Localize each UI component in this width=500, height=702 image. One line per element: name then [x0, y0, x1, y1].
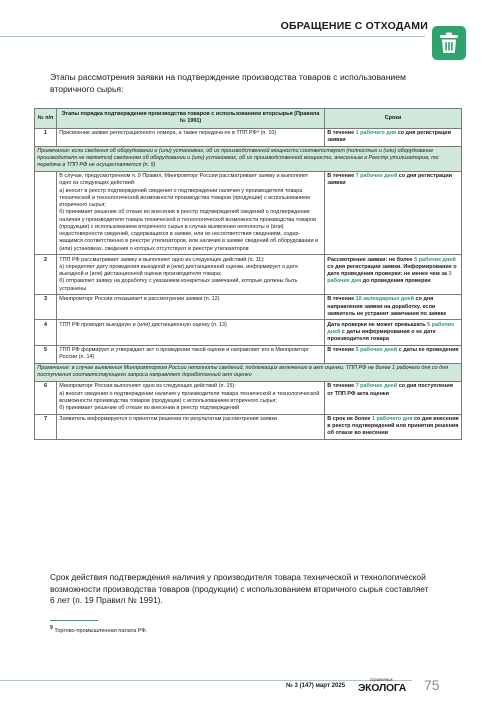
stage-line: Минпромторг России выполняет одно из следующих действий (п. 15):: [59, 383, 236, 390]
section-badge: [432, 26, 466, 60]
term-text: В течение: [327, 383, 356, 390]
logo-title: ЭКОЛОГА: [358, 681, 407, 694]
term-text: до проведения проверки: [361, 278, 431, 285]
stage-line: б) отправляет заявку на доработку с указанием конкретных замечаний, которые должны быть устранены: [59, 278, 298, 292]
closing-paragraph: Срок действия подтверждения наличия у производителя товара технической и технологической возможности производства товаров (продукции) с использованием вторичного сырья составляет 6 лет (п. 19 Правил № 1991).: [50, 572, 429, 606]
row-stage: [57, 320, 325, 345]
term-highlight: 1 рабочего дня: [371, 415, 413, 422]
row-number: [35, 171, 57, 254]
term-highlight: 5 рабочих дней: [327, 321, 455, 336]
term-highlight: 7 рабочих дней: [355, 383, 398, 390]
magazine-logo: [358, 677, 414, 695]
term-text: со дня внесения в реестр подтверждений или принятия решения об отказе во внесении: [327, 415, 459, 437]
note-text: Примечание: в случае выявления Минпромторгом России неполноты сведений, подлежащих включению в акт оценки, ТПП РФ не более 1 рабочего дня со дня поступления соответствующего запроса направляет доработанный акт оценки: [37, 365, 449, 379]
stage-line: Присвоение заявке регистрационного номера, а также передача ее в ТПП РФ⁹ (п. 10): [59, 129, 277, 136]
row-term: [325, 128, 462, 146]
footnote-text: Торгово-промышленная палата РФ.: [54, 627, 148, 634]
term-text: В течение: [327, 296, 356, 303]
stage-line: ТПП РФ формирует и утверждает акт о проведении такой оценки и направляет его в Минпромторг России (п. 14): [59, 347, 310, 361]
row-note: [35, 363, 462, 381]
row-number: 4: [35, 320, 57, 345]
row-stage: [57, 414, 325, 439]
term-text: Дата проверки не может превышать: [327, 321, 428, 328]
row-term: [325, 171, 462, 254]
table-row: [35, 295, 462, 320]
row-note: [35, 146, 462, 171]
trash-bin-icon: [439, 32, 459, 54]
stage-line: ТПП РФ проводит выездную и (или) дистанционную оценку (п. 13): [59, 321, 227, 328]
stage-line: а) вносит сведения о подтверждении наличия у производителя товара технической и технологической возможности производства товаров (продукции) с использованием вторичного сырья;: [59, 390, 320, 404]
stage-line: Минпромторг России отказывает в рассмотрении заявки (п. 12): [59, 296, 220, 303]
row-term: [325, 414, 462, 439]
table-row: [35, 345, 462, 363]
term-text: Рассмотрение заявки: не более: [327, 256, 415, 263]
term-text: В течение: [327, 173, 356, 180]
footnote: [50, 625, 147, 634]
header-rule: [0, 36, 425, 37]
term-text: со дня направления заявки на доработку, если заявитель не устранит замечания по заявке: [327, 296, 447, 317]
row-term: [325, 382, 462, 415]
term-text: со дня регистрации заявки: [327, 129, 451, 144]
table-row: [35, 128, 462, 146]
row-stage: [57, 345, 325, 363]
row-stage: [57, 128, 325, 146]
stage-line: б) принимает решение об отказе во внесении в реестр подтверждений сведений о подтверждении наличия у производителя товара технической и технологической возможности производства товаров (продукции) с использованием вторичного сырья в случае выявления неполноты и (или) недостоверности сведений, содержащихся в заявке, или их несоответствия сведениям, содержащимся соответственно в реестре утилизаторов, или наличия в заявке сведений об оборудовании и (или) установках, сведения о которых отсутствуют в реестре утилизаторов: [59, 209, 319, 252]
header-terms: Сроки: [325, 109, 462, 129]
footer-rule: [0, 680, 412, 681]
stage-line: В случае, предусмотренном п. 9 Правил, Минпромторг России рассматривает заявку и выполняет одно из следующих действий:: [59, 173, 309, 187]
term-text: со дня регистрации заявки. Информирование о дате проведения проверки: не менее чем за: [327, 263, 457, 278]
issue-info: № 3 (147) март 2025: [286, 682, 346, 689]
row-number: 2: [35, 255, 57, 295]
row-term: [325, 255, 462, 295]
row-term: [325, 320, 462, 345]
stages-table: [34, 108, 462, 440]
term-text: В течение: [327, 347, 356, 354]
footnote-mark: 9: [50, 625, 53, 631]
section-title: ОБРАЩЕНИЕ С ОТХОДАМИ: [280, 20, 428, 32]
row-term: [325, 345, 462, 363]
header-stages: Этапы порядка подтверждения производства товаров с использованием вторсырья (Правила № 1991): [57, 109, 325, 129]
page-number: 75: [424, 677, 440, 693]
row-stage: [57, 382, 325, 415]
row-stage: [57, 171, 325, 254]
row-stage: [57, 255, 325, 295]
row-term: [325, 295, 462, 320]
term-text: с даты информирования о ее дате производителя товара: [327, 329, 436, 343]
table-header-row: [35, 109, 462, 129]
footnote-rule: [50, 620, 98, 621]
row-number: 7: [35, 414, 57, 439]
stage-line: а) определяет дату проведения выездной и (или) дистанционной оценки, информирует о дате выездной и (или) дистанционной оценки производителя товара;: [59, 263, 299, 278]
term-text: В течение: [327, 129, 356, 136]
term-text: со дня регистрации заявки: [327, 173, 453, 187]
table-row: [35, 255, 462, 295]
note-text: Примечание: если сведения об оборудовании и (или) установках, об их производственной мощности соответствуют (полностью и (или) оборудование производителя не является) сведениям об оборудовании и (или) установках, об их производственной мощности, внесенным в Реестр утилизаторов, то передача в ТПП РФ не осуществляется (п. 9): [37, 147, 439, 169]
table-note-row: [35, 363, 462, 381]
row-number: 6: [35, 382, 57, 415]
term-highlight: 5 рабочих дней: [355, 347, 398, 354]
row-number: 5: [35, 345, 57, 363]
stage-line: ТПП РФ рассматривает заявку и выполняет одно из следующих действий (п. 11):: [59, 256, 265, 263]
table-body: [35, 128, 462, 439]
header-num: № п/п: [35, 109, 57, 129]
logo-subtitle: справочник: [370, 677, 393, 682]
term-highlight: 1 рабочего дня: [355, 129, 397, 136]
table-note-row: [35, 146, 462, 171]
row-number: 3: [35, 295, 57, 320]
row-stage: [57, 295, 325, 320]
table-row: [35, 320, 462, 345]
term-highlight: 10 календарных дней: [355, 296, 414, 303]
stage-line: б) принимает решение об отказе во внесении в реестр подтверждений: [59, 405, 239, 412]
row-number: 1: [35, 128, 57, 146]
stage-line: а) вносит в реестр подтверждений сведения о подтверждении наличия у производителя товара технической и технологической возможности производства товаров (продукции) с использованием вторичного сырья;: [59, 187, 310, 209]
term-text: с даты ее проведения: [397, 347, 459, 354]
table-row: [35, 414, 462, 439]
term-highlight: 5 рабочих дней: [414, 256, 456, 263]
stage-line: Заявитель информируется о принятом решении по результатам рассмотрения заявки: [59, 415, 277, 422]
intro-paragraph: Этапы рассмотрения заявки на подтверждение производства товаров с использованием вторичного сырья:: [50, 72, 406, 94]
table-row: [35, 171, 462, 254]
term-highlight: 7 рабочих дней: [355, 173, 398, 180]
table-row: [35, 382, 462, 415]
term-highlight: 3 рабочих дня: [327, 271, 452, 285]
term-text: В срок не более: [327, 415, 372, 422]
term-text: со дня поступления от ТПП РФ акта оценки: [327, 383, 453, 397]
